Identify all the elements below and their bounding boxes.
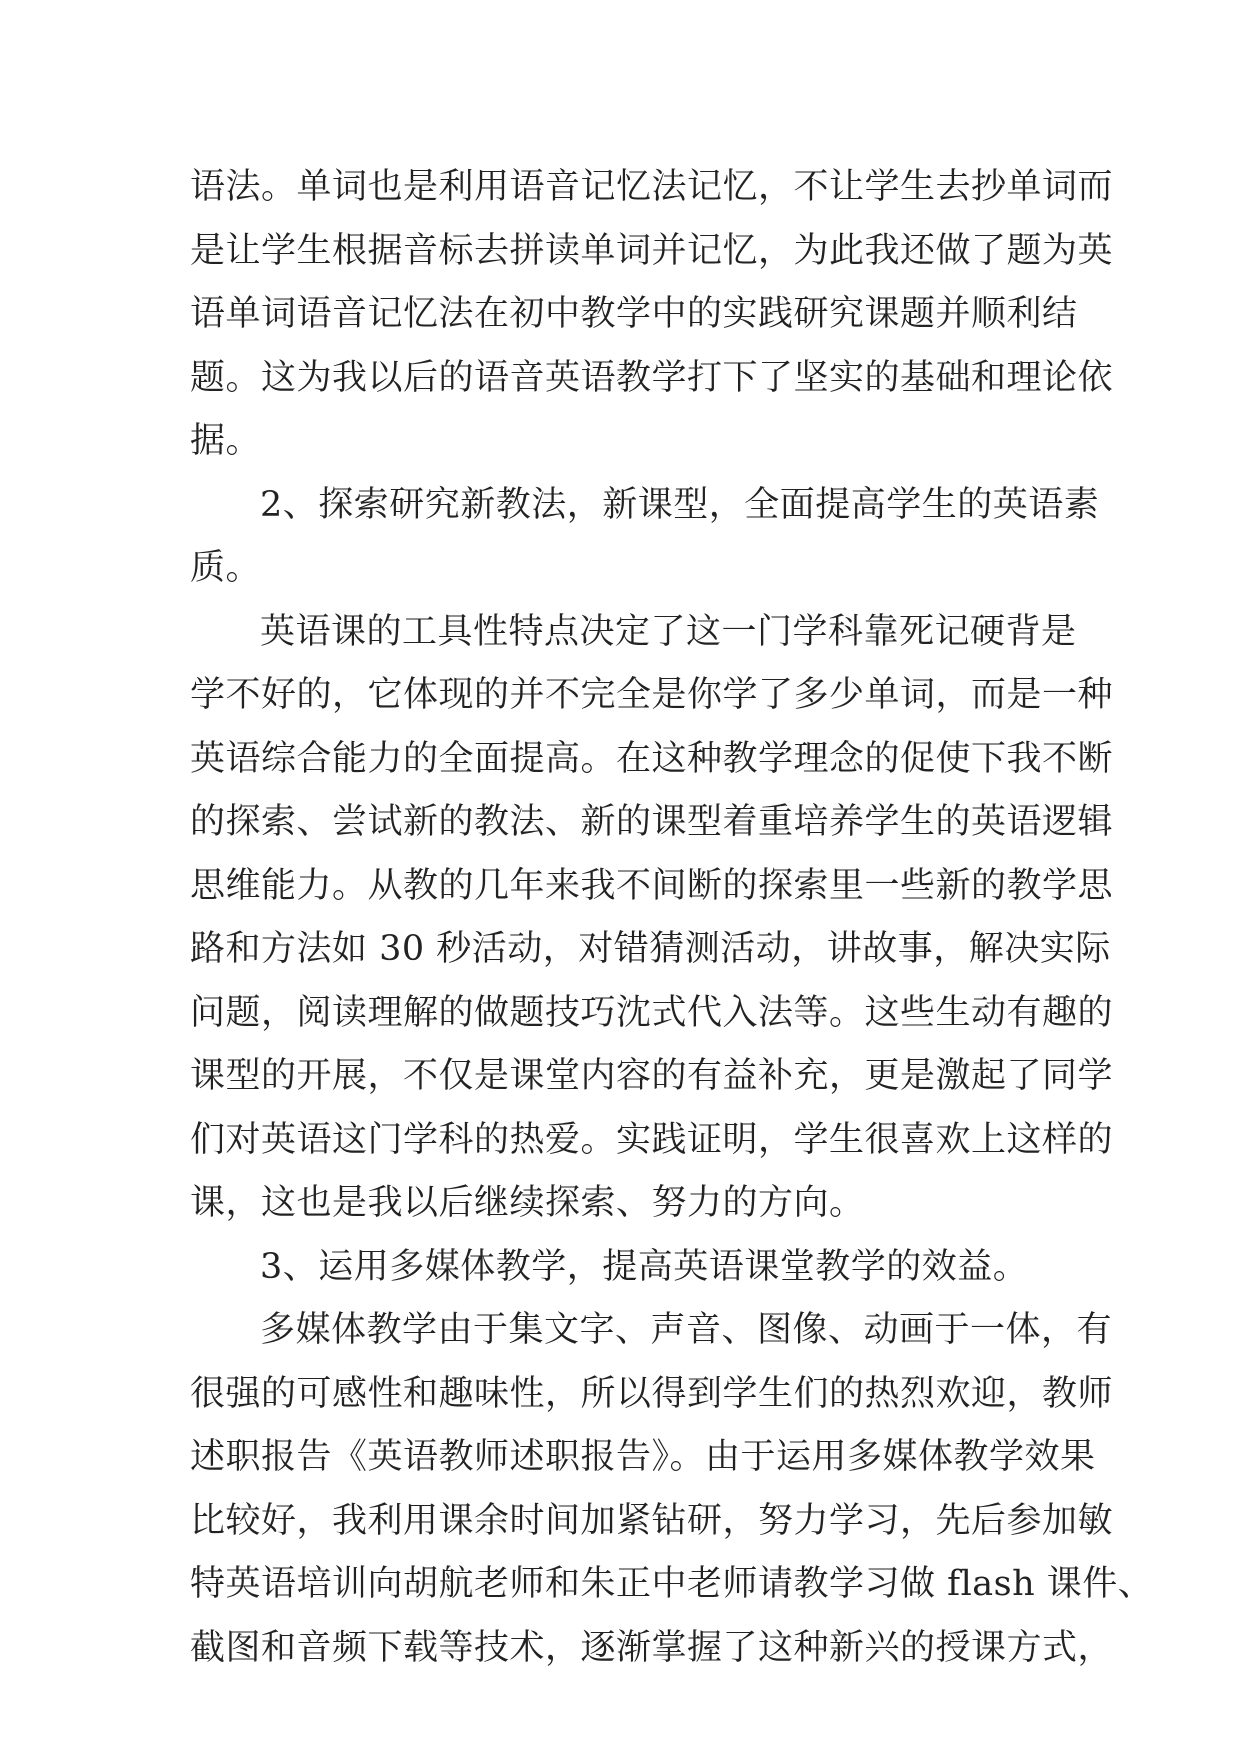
text-line: 思维能力。从教的几年来我不间断的探索里一些新的教学思 [190,865,1114,906]
text-line: 们对英语这门学科的热爱。实践证明，学生很喜欢上这样的 [190,1119,1114,1160]
text-line: 的探索、尝试新的教法、新的课型着重培养学生的英语逻辑 [190,802,1114,842]
text-line: 语单词语音记忆法在初中教学中的实践研究课题并顺利结 [190,294,1078,334]
text-line: 据。 [190,421,262,461]
text-line: 比较好，我利用课余时间加紧钻研，努力学习，先后参加敏 [190,1500,1114,1541]
text-line: 课，这也是我以后继续探索、努力的方向。 [190,1183,865,1223]
text-line: 质。 [190,548,262,588]
text-line: 述职报告《英语教师述职报告》。由于运用多媒体教学效果 [190,1437,1096,1477]
text-line: 路和方法如 30 秒活动，对错猜测活动，讲故事，解决实际 [190,929,1111,969]
text-line: 题。这为我以后的语音英语教学打下了坚实的基础和理论依 [190,357,1114,398]
section-heading-3: 3、运用多媒体教学，提高英语课堂教学的效益。 [260,1246,1029,1287]
text-line: 学不好的，它体现的并不完全是你学了多少单词，而是一种 [190,675,1114,715]
body-text [190,156,1154,1680]
text-line: 英语综合能力的全面提高。在这种教学理念的促使下我不断 [190,738,1114,779]
text-line: 截图和音频下载等技术，逐渐掌握了这种新兴的授课方式， [190,1627,1114,1668]
text-line: 问题，阅读理解的做题技巧沈式代入法等。这些生动有趣的 [190,992,1114,1033]
paragraph-start: 英语课的工具性特点决定了这一门学科靠死记硬背是 [260,611,1077,652]
text-line: 语法。单词也是利用语音记忆法记忆，不让学生去抄单词而 [190,167,1114,207]
text-line: 课型的开展，不仅是课堂内容的有益补充，更是激起了同学 [190,1056,1114,1096]
text-line: 是让学生根据音标去拼读单词并记忆，为此我还做了题为英 [190,230,1114,271]
section-heading-2: 2、探索研究新教法，新课型，全面提高学生的英语素 [260,484,1100,525]
paragraph-start: 多媒体教学由于集文字、声音、图像、动画于一体，有 [260,1310,1113,1350]
text-line: 特英语培训向胡航老师和朱正中老师请教学习做 flash 课件、 [190,1564,1154,1604]
text-line: 很强的可感性和趣味性，所以得到学生们的热烈欢迎，教师 [190,1373,1114,1414]
